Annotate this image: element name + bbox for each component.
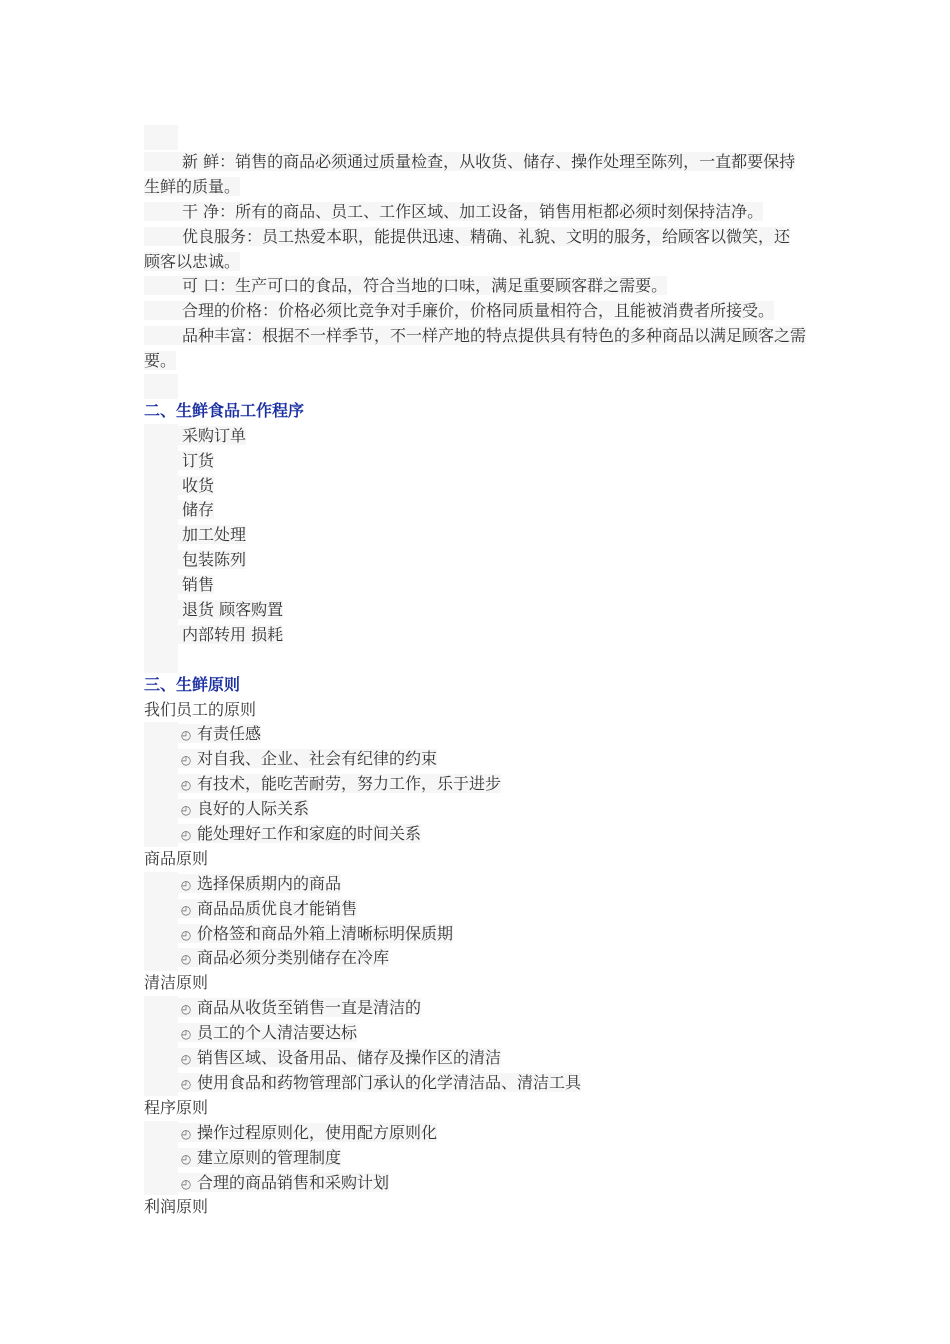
principle-price <box>144 299 814 324</box>
document-body <box>144 125 814 1220</box>
list-item: ◴ 建立原则的管理制度 <box>144 1146 814 1171</box>
group-title: 清洁原则 <box>144 973 209 993</box>
clock-icon: ◴ <box>180 1126 192 1141</box>
clock-icon: ◴ <box>180 902 192 917</box>
blank-line <box>144 374 178 399</box>
list-item: ◴ 商品品质优良才能销售 <box>144 897 814 922</box>
group-title: 我们员工的原则 <box>144 699 257 719</box>
principle-text: 销售的商品必须通过质量检查，从收货、储存、操作处理至陈列，一直都要保持生鲜的质量。 <box>144 151 796 196</box>
principle-fresh <box>144 150 804 200</box>
principle-label: 合理的价格： <box>182 301 279 321</box>
principle-label: 干 净： <box>182 201 236 221</box>
clock-icon: ◴ <box>180 778 192 793</box>
clock-icon: ◴ <box>180 952 192 967</box>
process-step: 内部转用 损耗 <box>144 623 814 648</box>
process-step: 加工处理 <box>144 523 814 548</box>
process-step: 收货 <box>144 474 814 499</box>
process-step: 销售 <box>144 573 814 598</box>
clock-icon: ◴ <box>180 1052 192 1067</box>
blank-line <box>144 648 178 673</box>
principle-variety <box>144 324 808 374</box>
section-2 <box>144 399 814 648</box>
principle-service <box>144 225 804 275</box>
principle-text: 所有的商品、员工、工作区域、加工设备，销售用柜都必须时刻保持洁净。 <box>235 201 764 221</box>
clock-icon: ◴ <box>180 1151 192 1166</box>
clock-icon: ◴ <box>180 927 192 942</box>
principle-text: 生产可口的食品，符合当地的口味，满足重要顾客群之需要。 <box>235 276 668 296</box>
list-item: ◴ 能处理好工作和家庭的时间关系 <box>144 822 814 847</box>
process-step: 采购订单 <box>144 424 814 449</box>
section-heading: 三、生鲜原则 <box>144 674 241 694</box>
principle-label: 新 鲜： <box>182 151 236 171</box>
list-item: ◴ 商品从收货至销售一直是清洁的 <box>144 996 814 1021</box>
principle-tasty <box>144 274 814 299</box>
clock-icon: ◴ <box>180 753 192 768</box>
process-step: 退货 顾客购置 <box>144 598 814 623</box>
section-1 <box>144 150 814 374</box>
list-item: ◴ 销售区域、设备用品、储存及操作区的清洁 <box>144 1046 814 1071</box>
list-item: ◴ 价格签和商品外箱上清晰标明保质期 <box>144 922 814 947</box>
list-item: ◴ 合理的商品销售和采购计划 <box>144 1171 814 1196</box>
list-item: ◴ 对自我、企业、社会有纪律的约束 <box>144 747 814 772</box>
principle-text: 价格必须比竞争对手廉价，价格同质量相符合，且能被消费者所接受。 <box>278 301 775 321</box>
process-step: 储存 <box>144 498 814 523</box>
group-title: 商品原则 <box>144 848 209 868</box>
clock-icon: ◴ <box>180 1027 192 1042</box>
principle-label: 优良服务： <box>182 226 263 246</box>
list-item: ◴ 员工的个人清洁要达标 <box>144 1021 814 1046</box>
clock-icon: ◴ <box>180 1176 192 1191</box>
principle-text: 员工热爱本职，能提供迅速、精确、礼貌、文明的服务，给顾客以微笑，还顾客以忠诚。 <box>144 226 791 271</box>
clock-icon: ◴ <box>180 1076 192 1091</box>
list-item: ◴ 选择保质期内的商品 <box>144 872 814 897</box>
principle-text: 根据不一样季节，不一样产地的特点提供具有特色的多种商品以满足顾客之需要。 <box>144 326 807 371</box>
process-step: 订货 <box>144 449 814 474</box>
principle-label: 品种丰富： <box>182 326 263 346</box>
section-heading: 二、生鲜食品工作程序 <box>144 400 305 420</box>
list-item: ◴ 操作过程原则化，使用配方原则化 <box>144 1121 814 1146</box>
list-item: ◴ 使用食品和药物管理部门承认的化学清洁品、清洁工具 <box>144 1071 814 1096</box>
process-step: 包装陈列 <box>144 548 814 573</box>
clock-icon: ◴ <box>180 728 192 743</box>
clock-icon: ◴ <box>180 1002 192 1017</box>
group-title: 利润原则 <box>144 1197 209 1217</box>
list-item: ◴ 有技术，能吃苦耐劳，努力工作，乐于进步 <box>144 772 814 797</box>
blank-line <box>144 125 178 150</box>
list-item: ◴ 商品必须分类别储存在冷库 <box>144 946 814 971</box>
section-3 <box>144 673 814 1221</box>
principle-clean <box>144 200 814 225</box>
clock-icon: ◴ <box>180 828 192 843</box>
clock-icon: ◴ <box>180 803 192 818</box>
list-item: ◴ 有责任感 <box>144 722 814 747</box>
group-title: 程序原则 <box>144 1097 209 1117</box>
clock-icon: ◴ <box>180 877 192 892</box>
list-item: ◴ 良好的人际关系 <box>144 797 814 822</box>
principle-label: 可 口： <box>182 276 236 296</box>
